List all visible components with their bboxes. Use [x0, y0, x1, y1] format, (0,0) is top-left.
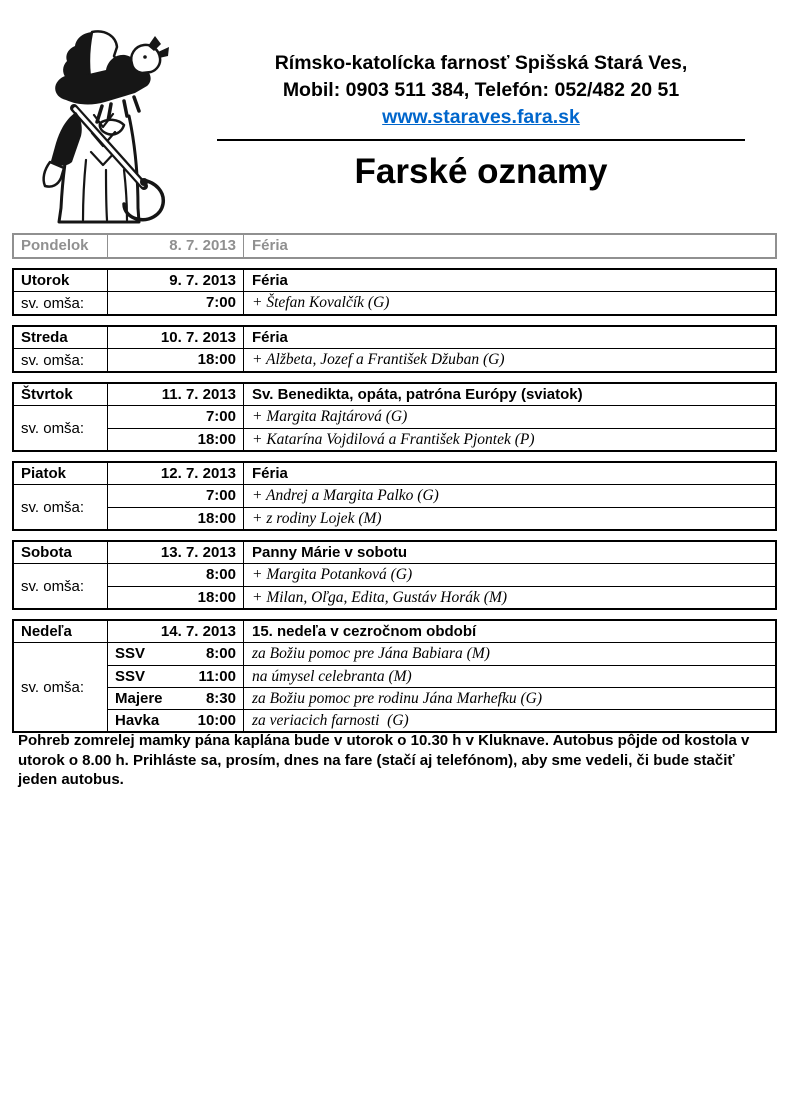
- day-date: 11. 7. 2013: [108, 384, 244, 406]
- day-block: [12, 233, 777, 259]
- mass-time-cell: [108, 406, 244, 428]
- parish-phones: Mobil: 0903 511 384, Telefón: 052/482 20 51: [282, 79, 680, 101]
- mass-place: Havka: [115, 712, 160, 729]
- mass-time: 18:00: [197, 589, 236, 606]
- header-divider: [217, 139, 745, 141]
- mass-time: 18:00: [197, 431, 236, 448]
- mass-intention: + Andrej a Margita Palko (G): [252, 487, 439, 504]
- day-date: 9. 7. 2013: [108, 270, 244, 292]
- mass-time-cell: [108, 564, 244, 586]
- mass-time-cell: [108, 643, 244, 665]
- mass-time-cell: [108, 485, 244, 507]
- mass-time-cell: [108, 507, 244, 529]
- day-block: [12, 461, 777, 531]
- mass-time-cell: [108, 709, 244, 731]
- mass-intention: + z rodiny Lojek (M): [244, 507, 775, 529]
- mass-intention: + Štefan Kovalčík (G): [252, 294, 390, 311]
- header: [212, 50, 750, 192]
- mass-time: 7:00: [205, 487, 236, 504]
- day-block: [12, 382, 777, 452]
- mass-time: 11:00: [198, 668, 236, 685]
- mass-intention: + Margita Rajtárová (G): [252, 408, 408, 425]
- mass-time: 7:00: [205, 294, 236, 311]
- mass-label: sv. omša:: [14, 349, 108, 371]
- mass-time: 8:00: [205, 566, 236, 583]
- mass-intention: na úmysel celebranta (M): [244, 665, 775, 687]
- announcement-text: Pohreb zomrelej mamky pána kaplána bude v utorok o 10.30 h v Kluknave. Autobus pôjde od kostola v utorok o 8.00 h. Prihláste sa, prosím, dnes na fare (stačí aj telefónom), aby sme vedeli, či bude stačiť jeden autobus.: [18, 732, 750, 788]
- day-celebration: 15. nedeľa v cezročnom období: [244, 621, 775, 643]
- day-date: 8. 7. 2013: [108, 235, 244, 257]
- parish-name: Rímsko-katolícka farnosť Spišská Stará Ves,: [274, 52, 688, 74]
- mass-label: sv. omša:: [14, 292, 108, 314]
- day-date: 10. 7. 2013: [108, 327, 244, 349]
- day-celebration: Féria: [252, 237, 288, 254]
- mass-time: 8:00: [205, 645, 236, 662]
- mass-label: sv. omša:: [14, 564, 108, 608]
- mass-time-cell: [108, 428, 244, 450]
- day-name: Štvrtok: [14, 384, 108, 406]
- day-block: [12, 540, 777, 610]
- day-block: [12, 619, 777, 733]
- mass-time-cell: [108, 586, 244, 608]
- day-block: [12, 268, 777, 316]
- mass-intention: za Božiu pomoc pre Jána Babiara (M): [252, 645, 490, 662]
- day-date: 14. 7. 2013: [108, 621, 244, 643]
- mass-intention: + Alžbeta, Jozef a František Džuban (G): [252, 351, 505, 368]
- mass-label: sv. omša:: [14, 485, 108, 529]
- page-title: Farské oznamy: [354, 152, 608, 191]
- day-name: Utorok: [14, 270, 108, 292]
- website-link[interactable]: www.staraves.fara.sk: [382, 106, 580, 128]
- mass-schedule: [12, 233, 777, 742]
- mass-time: 10:00: [197, 712, 236, 729]
- mass-time: 18:00: [197, 510, 236, 527]
- good-shepherd-logo: [14, 20, 199, 225]
- mass-intention: + Katarína Vojdilová a František Pjontek (P): [244, 428, 775, 450]
- day-name: Pondelok: [14, 235, 108, 257]
- day-celebration: Panny Márie v sobotu: [244, 542, 775, 564]
- mass-intention: + Margita Potanková (G): [252, 566, 413, 583]
- day-celebration: Féria: [244, 463, 775, 485]
- day-name: Piatok: [14, 463, 108, 485]
- mass-place: Majere: [115, 690, 163, 707]
- mass-intention: za veriacich farnosti (G): [244, 709, 775, 731]
- mass-time-cell: [108, 349, 244, 371]
- mass-time-cell: [108, 687, 244, 709]
- mass-label: sv. omša:: [14, 643, 108, 731]
- mass-time: 7:00: [205, 408, 236, 425]
- mass-intention: za Božiu pomoc pre rodinu Jána Marhefku (G): [244, 687, 775, 709]
- day-date: 13. 7. 2013: [108, 542, 244, 564]
- mass-time-cell: [108, 292, 244, 314]
- mass-time-cell: [108, 665, 244, 687]
- mass-label: sv. omša:: [14, 406, 108, 450]
- day-block: [12, 325, 777, 373]
- day-celebration: Sv. Benedikta, opáta, patróna Európy (sviatok): [244, 384, 775, 406]
- mass-time: 18:00: [197, 351, 236, 368]
- day-date: 12. 7. 2013: [108, 463, 244, 485]
- day-name: Sobota: [14, 542, 108, 564]
- day-name: Streda: [14, 327, 108, 349]
- mass-intention: + Milan, Oľga, Edita, Gustáv Horák (M): [244, 586, 775, 608]
- day-name: Nedeľa: [14, 621, 108, 643]
- day-celebration: Féria: [244, 327, 775, 349]
- day-celebration: Féria: [244, 270, 775, 292]
- mass-time: 8:30: [205, 690, 236, 707]
- mass-place: SSV: [115, 645, 146, 662]
- mass-place: SSV: [115, 668, 146, 685]
